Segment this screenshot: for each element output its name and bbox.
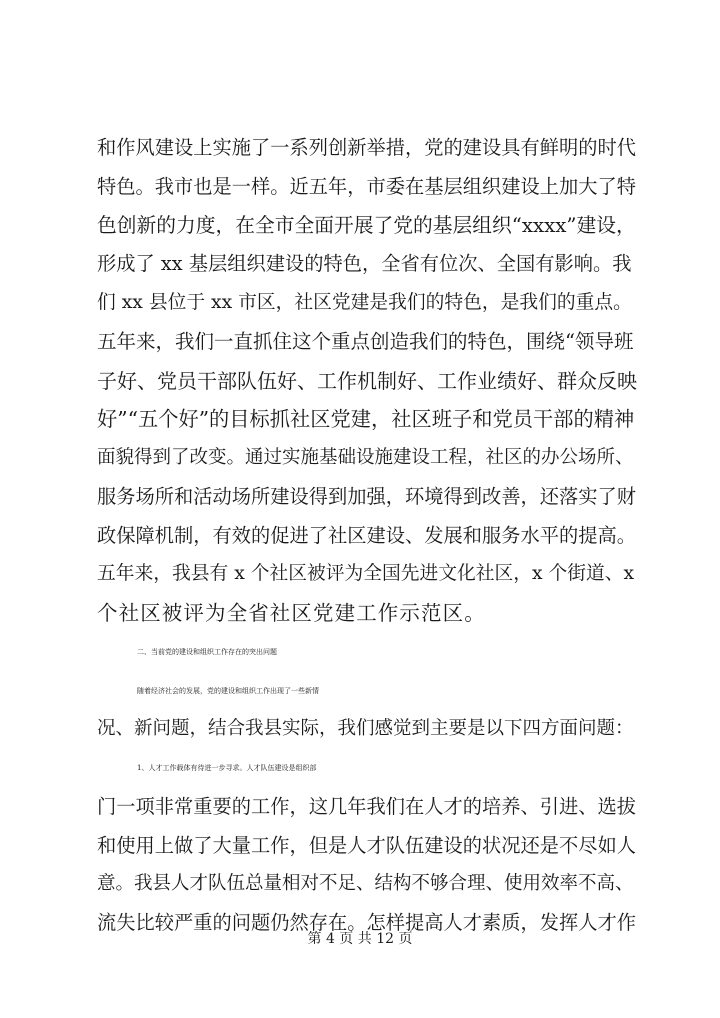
body-text-line: 服务场所和活动场所建设得到加强，环境得到改善，还落实了财 <box>97 485 636 508</box>
body-text-line: 随着经济社会的发展，党的建设和组织工作出现了一些新情 <box>137 687 319 695</box>
body-text-line: 流失比较严重的问题仍然存在。怎样提高人才素质，发挥人才作 <box>97 911 636 934</box>
body-text-line: 门一项非常重要的工作，这几年我们在人才的培养、引进、选拔 <box>97 795 636 818</box>
body-text-line: 面貌得到了改变。通过实施基础设施建设工程，社区的办公场所、 <box>97 447 634 468</box>
body-text-line: 个社区被评为全省社区党建工作示范区。 <box>97 601 486 625</box>
body-text-line: 们 xx 县位于 xx 市区，社区党建是我们的特色，是我们的重点。 <box>97 292 632 313</box>
body-text-line: 色创新的力度，在全市全面开展了党的基层组织“xxxx”建设， <box>97 214 636 237</box>
body-text-line: 政保障机制，有效的促进了社区建设、发展和服务水平的提高。 <box>97 524 636 547</box>
section-heading: 二、当前党的建设和组织工作存在的突出问题 <box>137 648 277 656</box>
body-text-line: 子好、党员干部队伍好、工作机制好、工作业绩好、群众反映 <box>97 369 637 393</box>
body-text-line: 和作风建设上实施了一系列创新举措，党的建设具有鲜明的时代 <box>97 136 636 159</box>
body-text-line: 况、新问题，结合我县实际，我们感觉到主要是以下四方面问题： <box>97 718 634 739</box>
page-number-footer: 第 4 页 共 12 页 <box>307 931 413 947</box>
body-text-line: 五年来，我们一直抓住这个重点创造我们的特色，围绕“领导班 <box>97 330 634 353</box>
body-text-line: 1、人才工作载体有待进一步寻求。人才队伍建设是组织部 <box>137 764 317 772</box>
body-text-line: 五年来，我县有 x 个社区被评为全国先进文化社区，x 个街道、x <box>97 563 635 584</box>
body-text-line: 好”“五个好”的目标抓社区党建，社区班子和党员干部的精神 <box>97 407 635 431</box>
body-text-line: 意。我县人才队伍总量相对不足、结构不够合理、使用效率不高、 <box>97 873 634 894</box>
body-text-line: 和使用上做了大量工作，但是人才队伍建设的状况还是不尽如人 <box>97 834 636 857</box>
body-text-line: 特色。我市也是一样。近五年，市委在基层组织建设上加大了特 <box>97 175 636 198</box>
body-text-line: 形成了 xx 基层组织建设的特色，全省有位次、全国有影响。我 <box>97 252 632 275</box>
